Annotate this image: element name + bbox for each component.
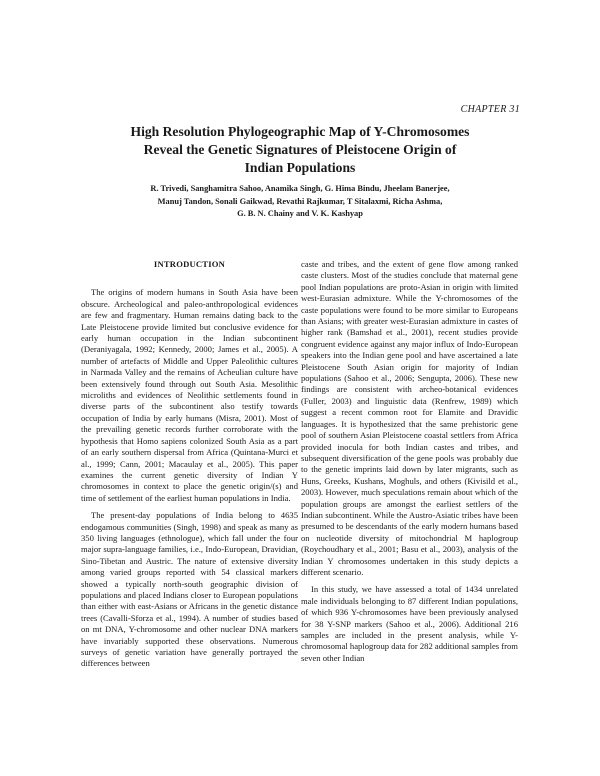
author-line: G. B. N. Chainy and V. K. Kashyap (237, 209, 363, 218)
paper-title (60, 123, 540, 177)
right-column (301, 259, 518, 664)
author-line: R. Trivedi, Sanghamitra Sahoo, Anamika Singh, G. Hima Bindu, Jheelam Banerjee, (150, 184, 450, 193)
author-line: Manuj Tandon, Sonali Gaikwad, Revathi Rajkumar, T Sitalaxmi, Richa Ashma, (157, 196, 443, 206)
chapter-label: CHAPTER 31 (460, 104, 520, 115)
paragraph: The present-day populations of India belong to 4635 endogamous communities (Singh, 1998) and speak as many as 350 living languages (ethnologue), which fall under the four major supra-language families, i.e., Indo-European, Dravidian, Sino-Tibetan and Austric. The nature of extensive diversity among varied groups reported with 54 classical markers showed a typically north-south geographic division of populations and placed Indians closer to European populations than either with east-Asians or Africans in the genetic distance trees (Cavalli-Sforza et al., 1994). A number of studies based on mt DNA, Y-chromosome and other nuclear DNA markers have invariably supported these observations. Numerous surveys of genetic variation have generally portrayed the differences between (81, 510, 298, 669)
left-column (81, 259, 298, 670)
title-line: Reveal the Genetic Signatures of Pleistocene Origin of (143, 142, 457, 157)
paragraph: caste and tribes, and the extent of gene flow among ranked caste clusters. Most of the studies conclude that maternal gene pool Indian populations are proto-Asian in origin with limited west-Eurasian admixture. While the Y-chromosomes of the caste populations were found to be more similar to Europeans than Asians; with greater west-Eurasian admixture in castes of higher rank (Bamshad et al., 2001), recent studies provide congruent evidence against any major influx of Indo-European speakers into the Indian gene pool and have ascertained a late Pleistocene South Asian origin for majority of Indian populations (Sahoo et al., 2006; Sengupta, 2006). These new findings are consistent with archeo-botanical evidences (Fuller, 2003) and linguistic data (Renfrew, 1989) which suggest a recent common root for Elamite and Dravidic languages. It is hypothesized that the same prehistoric gene pool of southern Asian Pleistocene coastal settlers from Africa provided inocula for both Indian castes and tribes, and subsequent diversification of the gene pools was probably due to the genetic imprints laid down by later migrants, such as Huns, Greeks, Kushans, Moghuls, and others (Kivisild et al., 2003). However, much speculations remain about which of the population groups are amongst the earliest settlers of the Indian subcontinent. While the Austro-Asiatic tribes have been presumed to be descendants of the early modern humans based on nucleotide diversity of mitochondrial M haplogroup (Roychoudhary et al., 2001; Basu et al., 2003), analysis of the Indian Y chromosomes undertaken in this study depicts a different scenario. (301, 259, 518, 577)
title-line: Indian Populations (244, 160, 356, 175)
paragraph: In this study, we have assessed a total of 1434 unrelated male individuals belonging to 87 different Indian populations, of which 936 Y-chromosomes have been previously analysed for 38 Y-SNP markers (Sahoo et al., 2006). Additional 216 samples are included in the present analysis, while Y-chromosomal haplogroup data for 282 additional samples from seven other Indian (301, 584, 518, 663)
title-line: High Resolution Phylogeographic Map of Y-Chromosomes (130, 124, 470, 139)
paragraph: The origins of modern humans in South Asia have been obscure. Archeological and paleo-anthropological evidences are few and fragmentary. Human remains dating back to the Late Pleistocene provide limited but conclusive evidence for early human occupation in the Indian subcontinent (Deraniyagala, 1992; Kennedy, 2000; James et al., 2005). A number of artefacts of Middle and Upper Paleolithic cultures in Narmada Valley and the remains of Acheulian culture have been extensively found through out South Asia. Mesolithic microliths and evidences of Neolithic settlements found in diverse parts of the subcontinent also testify towards occupation of India by early humans (Misra, 2001). Most of the prevailing genetic records further corroborate with the hypothesis that Homo sapiens colonized South Asia as a part of an early southern dispersal from Africa (Quintana-Murci et al., 1999; Cann, 2001; Macaulay et al., 2005). This paper examines the current genetic diversity of Indian Y chromosomes in context to place the genetic origin/(s) and time of settlement of the earliest human populations in India. (81, 287, 298, 503)
author-list (100, 183, 500, 221)
section-heading: INTRODUCTION (153, 259, 226, 269)
